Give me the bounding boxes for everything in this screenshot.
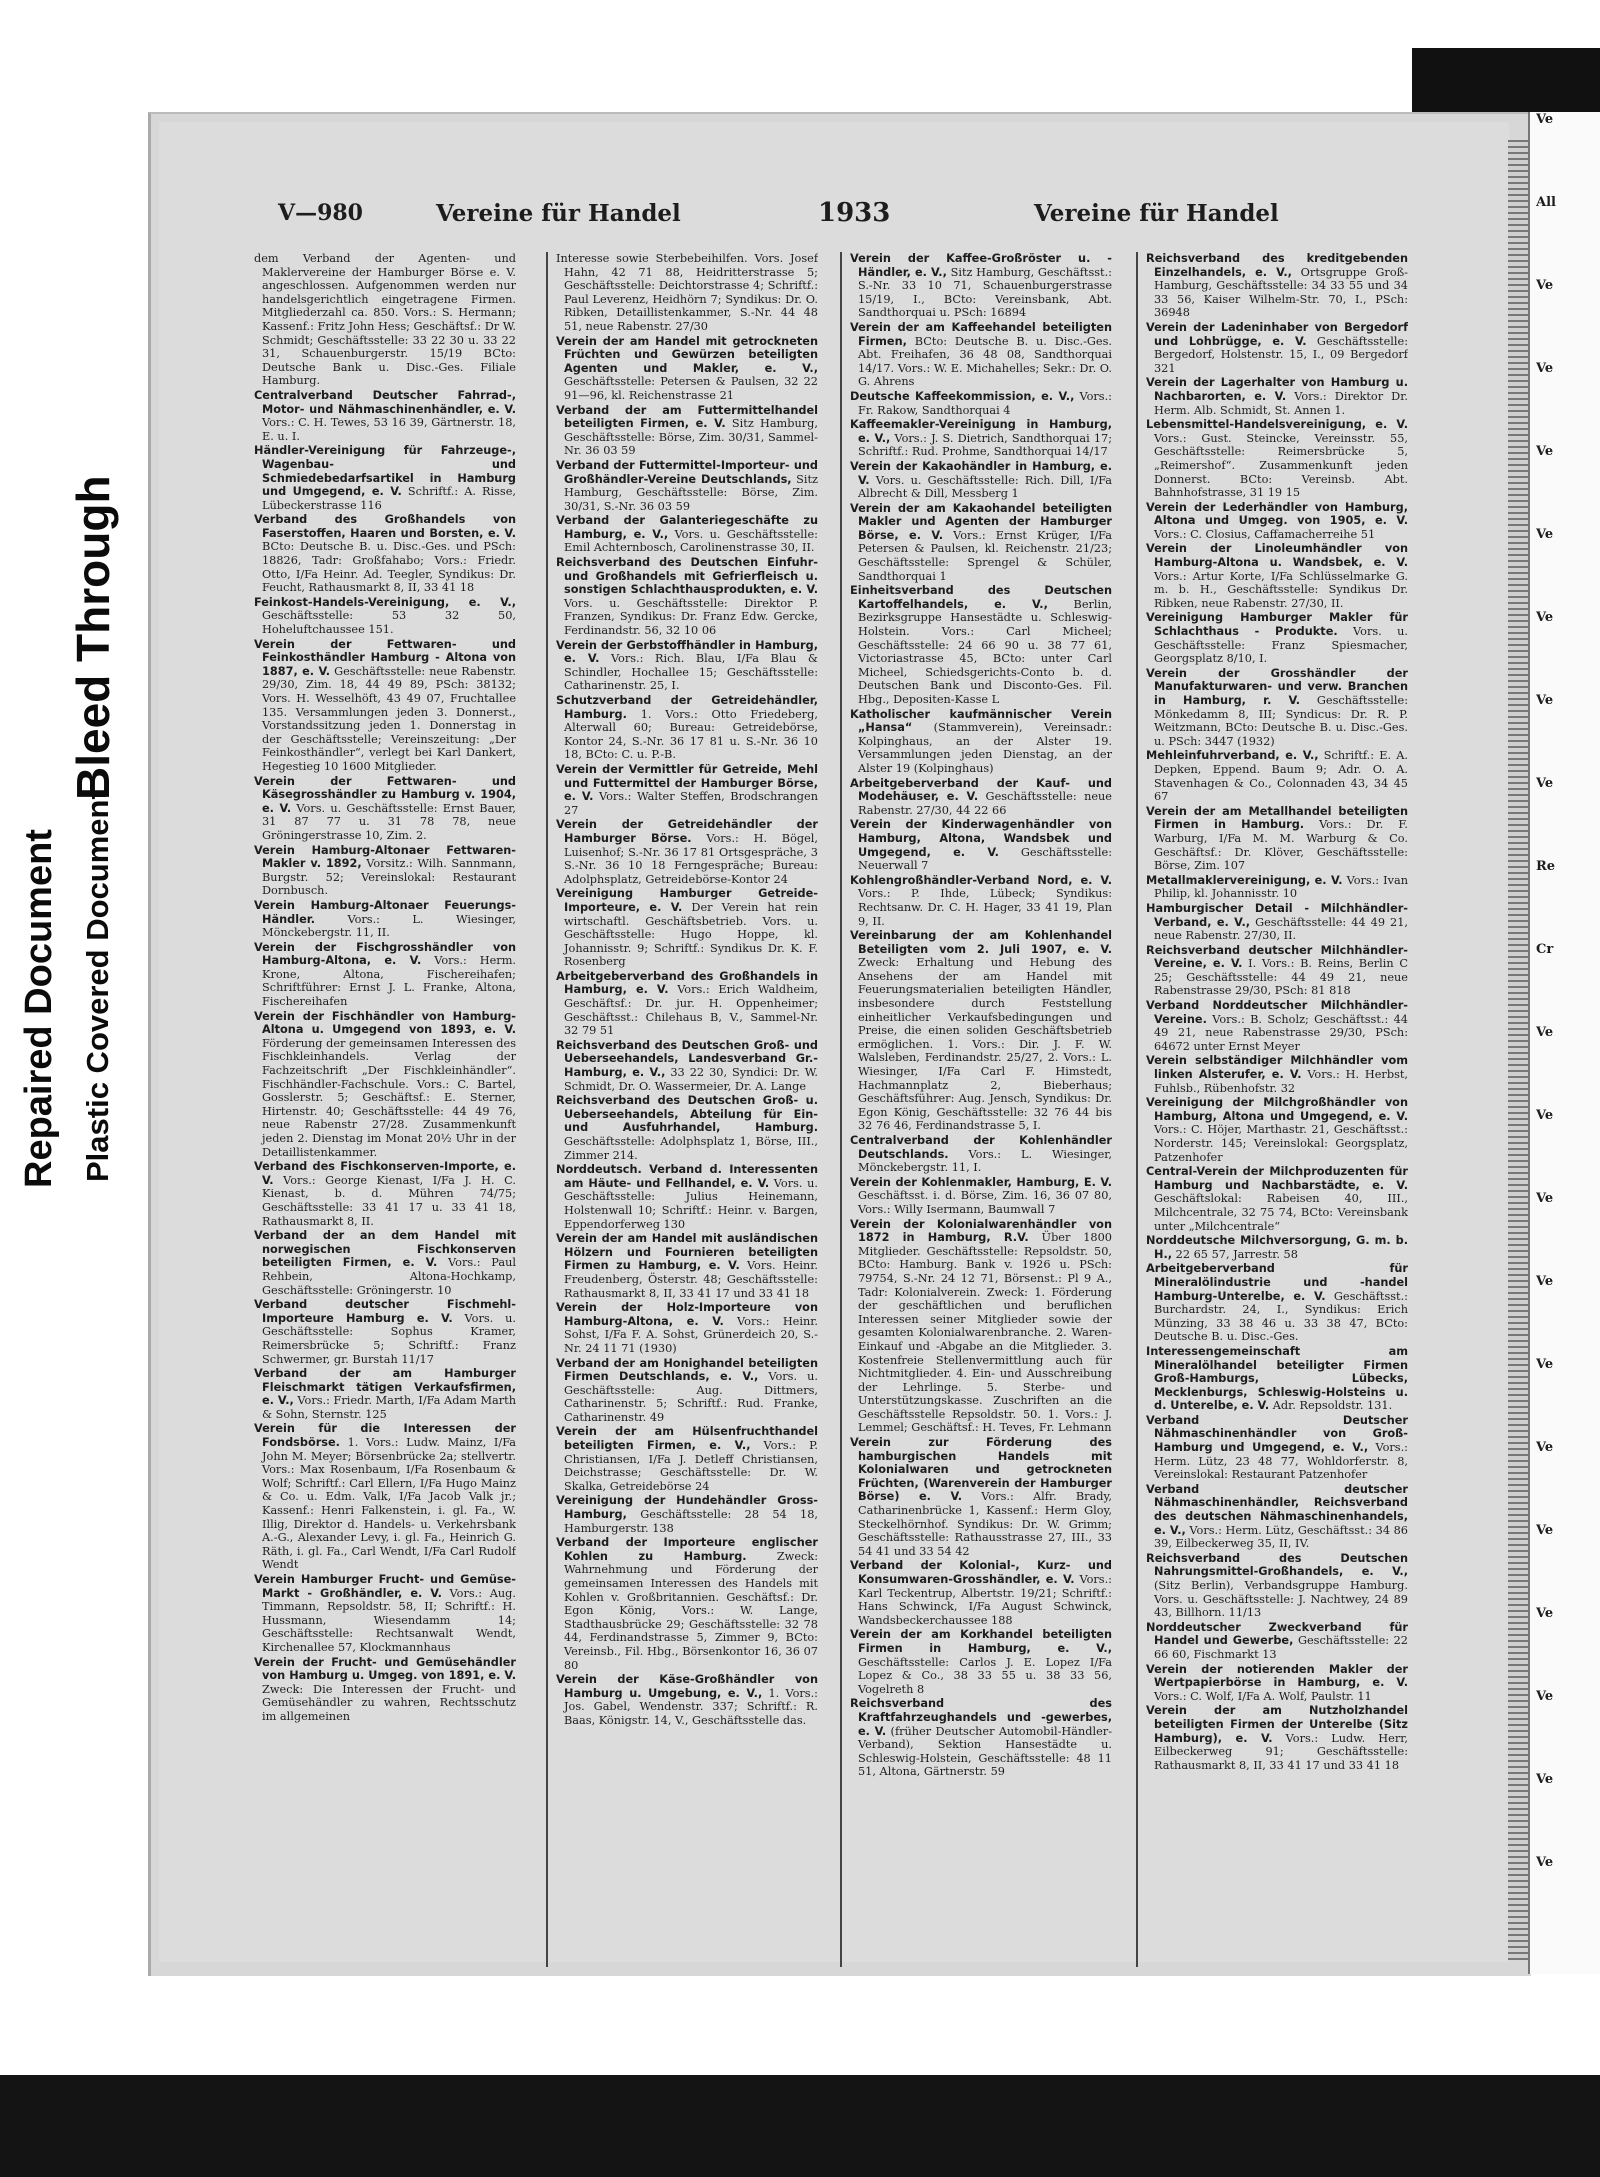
adjacent-page-fragment: Ve [1536, 361, 1554, 376]
entry-heading: Verein der Getreidehändler der Hamburger Börse. [556, 818, 818, 845]
directory-entry [850, 818, 1112, 872]
directory-entry [1146, 1096, 1408, 1164]
adjacent-page-fragment: Ve [1536, 1689, 1554, 1704]
directory-entry [556, 1232, 818, 1300]
entry-heading: Verein der Kinderwagenhändler von Hamburg, Altona, Wandsbek und Umgegend, e. V. [850, 818, 1112, 859]
entry-heading: Verein Hamburg-Altonaer Fettwaren-Makler v. 1892, [254, 843, 516, 871]
scan-annotations [0, 475, 160, 1660]
entry-text: Geschäftsstelle: 28 54 18, Hamburgerstr. 138 [564, 1508, 818, 1535]
directory-entry [254, 596, 516, 637]
entry-text: 1. Vors.: Otto Friedeberg, Alterwall 60; Bureau: Getreidebörse, Kontor 24, S.-Nr. 36 17 81 u. S.-Nr. 36 10 18, BCto: C. u. P.-B. [564, 707, 818, 762]
entry-heading: Norddeutscher Zweckverband für Handel und Gewerbe, [1146, 1620, 1408, 1648]
directory-entry [556, 404, 818, 458]
entry-text: Vors.: C. Wolf, I/Fa A. Wolf, Paulstr. 11 [1154, 1689, 1372, 1703]
adjacent-page-fragment: Re [1536, 859, 1556, 874]
adjacent-page-fragment: Ve [1536, 1772, 1554, 1787]
entry-text: Vorsitz.: Wilh. Sannmann, Burgstr. 52; Vereinslokal: Restaurant Dornbusch. [262, 857, 516, 898]
adjacent-page-fragment: Ve [1536, 1357, 1554, 1372]
entry-heading: Metallmaklervereinigung, e. V. [1146, 873, 1343, 887]
adjacent-page-fragment: Ve [1536, 1855, 1554, 1870]
directory-entry [1146, 501, 1408, 542]
entry-text: Vors.: Direktor Dr. Herm. Alb. Schmidt, St. Annen 1. [1154, 389, 1408, 417]
directory-entry [850, 252, 1112, 320]
entry-text: Schriftf.: E. A. Depken, Eppend. Baum 9; Adr. O. A. Stavenhagen & Co., Colonnaden 43, 34 45 67 [1154, 749, 1408, 804]
header-left-title: Vereine für Handel [436, 200, 681, 227]
directory-entry [254, 899, 516, 940]
directory-entry [254, 389, 516, 443]
header-year: 1933 [818, 198, 891, 228]
entry-heading: Verein der Fischgrosshändler von Hamburg-Altona, e. V. [254, 940, 516, 968]
directory-entry [254, 513, 516, 595]
entry-text: Vors.: P. Ihde, Lübeck; Syndikus: Rechtsanw. Dr. C. H. Hager, 33 41 19, Plan 9, II. [858, 887, 1112, 928]
entry-text: BCto: Deutsche B. u. Disc.-Ges. und PSch: 18826, Tadr: Großfahabo; Vors.: Friedr. Otto, I/Fa Heinr. Ad. Teegler, Syndikus: Dr. Feucht, Rathausmarkt 8, II, 33 41 18 [262, 540, 516, 595]
text-column-4 [1146, 252, 1408, 1967]
entry-text: Vors. u. Geschäftsstelle: Rich. Dill, I/Fa Albrecht & Dill, Messberg 1 [858, 473, 1112, 501]
entry-text: Zweck: Erhaltung und Hebung des Ansehens der am Handel mit Feuerungsmaterialien beteiligten Händler, insbesondere durch Feststellung einheitlicher Verkaufsbedingungen und Preise, die einen soliden Geschäftsbetrieb ermöglichen. 1. Vors.: Dir. J. F. W. Walsleben, Ferdinandstr. 25/27, 2. Vors.: L. Wiesinger, I/Fa Carl F. Himstedt, Hachmannplatz 2, Bieberhaus; Geschäftsführer: Aug. Jensch, Syndikus: Dr. Egon König, Geschäftsstelle: 32 76 44 bis 32 76 46, Ferdinandstrasse 5, I. [858, 956, 1112, 1133]
entry-heading: Verein der Ladeninhaber von Bergedorf und Lohbrügge, e. V. [1146, 320, 1408, 348]
entry-text: Sitz Hamburg, Geschäftsst.: S.-Nr. 33 10 71, Schauenburgerstrasse 15/19, I., BCto: Vereinsbank, Abt. Sandthorquai u. PSch: 16894 [858, 265, 1112, 320]
directory-entry [1146, 1345, 1408, 1413]
entry-heading: Verband der Galanteriegeschäfte zu Hamburg, e. V., [556, 514, 818, 541]
entry-text: Vors.: Gust. Steincke, Vereinsstr. 55, Geschäftsstelle: Reimersbrücke 5, „Reimershof“. Zusammenkunft jeden Donnerst. BCto: Vereinsb. Abt. Bahnhofstrasse, 31 19 15 [1154, 431, 1408, 500]
entry-text: (Sitz Berlin), Verbandsgruppe Hamburg. Vors. u. Geschäftsstelle: J. Nachtwey, 24 89 43, Billhorn. 11/13 [1154, 1579, 1408, 1620]
directory-entry [254, 1656, 516, 1724]
entry-heading: Verein zur Förderung des hamburgischen Handels mit Kolonialwaren und getrockneten Früchten, (Warenverein der Hamburger Börse) e. V. [850, 1436, 1112, 1504]
entry-heading: Reichsverband deutscher Milchhändler-Vereine, e. V. [1146, 943, 1408, 971]
entry-heading: Verein Hamburg-Altonaer Feuerungs-Händler. [254, 898, 516, 926]
entry-heading: Verein der am Handel mit getrockneten Früchten und Gewürzen beteiligten Agenten und Makler, e. V., [556, 334, 818, 375]
entry-heading: Verein der Lagerhalter von Hamburg u. Nachbarorten, e. V. [1146, 376, 1408, 403]
entry-heading: Reichsverband des kreditgebenden Einzelhandels, e. V., [1146, 252, 1408, 279]
entry-text: Vors.: Walter Steffen, Brodschrangen 27 [564, 790, 818, 817]
adjacent-page-fragment: Ve [1536, 610, 1554, 625]
adjacent-page-fragment: Ve [1536, 1025, 1554, 1040]
directory-entry [556, 970, 818, 1038]
adjacent-page-fragment: Ve [1536, 1274, 1554, 1289]
scan-border-bottom [0, 2075, 1600, 2177]
entry-heading: Katholischer kaufmännischer Verein „Hansa“ [850, 707, 1112, 735]
entry-text: Geschäftsstelle: Petersen & Paulsen, 32 22 91—96, kl. Reichenstrasse 21 [564, 375, 818, 402]
directory-entry [850, 460, 1112, 501]
entry-text: 22 65 57, Jarrestr. 58 [1175, 1247, 1298, 1261]
adjacent-page-fragment: Ve [1536, 776, 1554, 791]
directory-entry [254, 1298, 516, 1366]
entry-text: Vors.: L. Wiesinger, Mönckebergstr. 11, I. [858, 1147, 1112, 1175]
directory-entry [1146, 667, 1408, 749]
entry-heading: Verein der Frucht- und Gemüsehändler von Hamburg u. Umgeg. von 1891, e. V. [254, 1655, 516, 1683]
entry-text: Vors.: B. Scholz; Geschäftsst.: 44 49 21, neue Rabenstrasse 29/30, PSch: 64672 unter Ernst Meyer [1154, 1012, 1408, 1053]
entry-text: Vors.: George Kienast, I/Fa J. H. C. Kienast, b. d. Mühren 74/75; Geschäftsstelle: 33 41 17 u. 33 41 18, Rathausmarkt 8, II. [262, 1173, 516, 1228]
directory-entry [556, 1039, 818, 1093]
entry-heading: Verein der Linoleumhändler von Hamburg-Altona u. Wandsbek, e. V. [1146, 542, 1408, 570]
directory-entry [850, 321, 1112, 389]
entry-heading: Verband der am Futtermittelhandel beteiligten Firmen, e. V. [556, 403, 818, 431]
entry-heading: Verein der Kaffee-Großröster u. -Händler, e. V., [850, 252, 1112, 279]
entry-text: Über 1800 Mitglieder. Geschäftsstelle: Repsoldstr. 50, BCto: Hamburg. Bank v. 1926 u. PSch: 79754, S.-Nr. 24 12 71, Börsenst.: Pl 9 A., Tadr: Kolonialverein. Zweck: 1. Förderung der geschäftlichen und beruflichen Interessen seiner Mitglieder sowie der gesamten Kolonialwarenbranche. 2. Waren-Einkauf und -Abgabe an die Mitglieder. 3. Kostenfreie Stellenvermittlung auch für Nichtmitglieder. 4. Ein- und Ausschreibung der Lehrlinge. 5. Sterbe- und Unterstützungskasse. Zuschriften an die Geschäftsstelle Repsoldstr. 50. 1. Vors.: J. Lemmel; Geschäftsf.: H. Teves, Fr. Lehmann [858, 1231, 1112, 1435]
entry-heading: Verein der Vermittler für Getreide, Mehl und Futtermittel der Hamburger Börse, e. V. [556, 762, 818, 804]
directory-entry [556, 1425, 818, 1493]
entry-heading: Verein der am Kakaohandel beteiligten Makler und Agenten der Hamburger Börse, e. V. [850, 501, 1112, 542]
entry-heading: Vereinigung der Hundehändler Gross-Hamburg, [556, 1494, 818, 1522]
directory-entry [1146, 1704, 1408, 1772]
entry-text: Vors.: Herm. Krone, Altona, Fischereihafen; Schriftführer: Ernst J. L. Franke, Altona, Fischereihafen [262, 954, 516, 1009]
directory-entry [1146, 376, 1408, 417]
adjacent-page-fragment: Ve [1536, 527, 1554, 542]
entry-heading: Arbeitgeberverband für Mineralölindustrie und -handel Hamburg-Unterelbe, e. V. [1146, 1262, 1408, 1303]
entry-text: Schriftf.: A. Risse, Lübeckerstrasse 116 [262, 485, 516, 512]
entry-text: Zweck: Wahrnehmung und Förderung der gemeinsamen Interessen des Handels mit Kohlen v. Großbritannien. Geschäftsf.: Dr. Egon König, Vors.: W. Lange, Stadthausbrücke 29; Geschäftsstelle: 32 78 44, Ferdinandstrasse 5, Zimmer 9, BCto: Vereinsb., Fil. Hbg., Börsenkontor 16, 36 07 80 [564, 1549, 818, 1672]
entry-text: Sitz Hamburg, Geschäftsstelle: Börse, Zim. 30/31, Sammel-Nr. 36 03 59 [564, 417, 818, 458]
directory-entry [850, 1628, 1112, 1696]
entry-heading: Einheitsverband des Deutschen Kartoffelhandels, e. V., [850, 584, 1112, 611]
entry-heading: Verein der Gerbstoffhändler in Hamburg, e. V. [556, 638, 818, 666]
entry-text: Interesse sowie Sterbebeihilfen. Vors. Josef Hahn, 42 71 88, Heidritterstrasse 5; Geschäftsstelle: Deichtorstrasse 4; Schriftf.: Paul Leverenz, Heidhörn 7; Syndikus: Dr. O. Ribken, Detaillistenkammer, S.-Nr. 44 48 51, neue Rabenstr. 27/30 [556, 252, 818, 333]
entry-heading: Reichsverband des Deutschen Einfuhr- und Großhandels mit Gefrierfleisch u. sonstigen Schlachthausprodukten, e. V. [556, 556, 818, 597]
directory-entry [1146, 944, 1408, 998]
entry-heading: Verband der Futtermittel-Importeur- und Großhändler-Vereine Deutschlands, [556, 458, 818, 486]
adjacent-page-fragment: Ve [1536, 1191, 1554, 1206]
directory-entry [254, 1367, 516, 1421]
directory-entry [1146, 1483, 1408, 1551]
entry-heading: Verband deutscher Fischmehl-Importeure Hamburg e. V. [254, 1298, 516, 1325]
entry-heading: Interessengemeinschaft am Mineralölhandel beteiligter Firmen Groß-Hamburgs, Lübecks, Mecklenburgs, Schleswig-Holsteins u. d. Unterelbe, e. V. [1146, 1344, 1408, 1413]
entry-heading: Reichsverband des Deutschen Groß- und Ueberseehandels, Landesverband Gr.-Hamburg, e. V., [556, 1038, 818, 1080]
directory-entry [1146, 1552, 1408, 1620]
adjacent-page-fragment: Ve [1536, 1108, 1554, 1123]
directory-entry [850, 418, 1112, 459]
entry-text: Vors.: Rich. Blau, I/Fa Blau & Schindler, Hochallee 15; Geschäftsstelle: Catharinenstr. 25, I. [564, 652, 818, 693]
entry-text: Vors.: H. Bögel, Luisenhof; S.-Nr. 36 17 81 Ortsgespräche, 3 S.-Nr. 36 10 18 Ferngespräche; Bureau: Adolphsplatz, Getreidebörse-Kontor 24 [564, 831, 818, 886]
directory-entry [556, 1357, 818, 1425]
page-header [278, 196, 1298, 232]
entry-heading: Centralverband Deutscher Fahrrad-, Motor- und Nähmaschinenhändler, e. V. [254, 388, 516, 416]
directory-entry [556, 335, 818, 403]
entry-text: Vors.: P. Christiansen, I/Fa J. Detleff Christiansen, Deichstrasse; Geschäftsstelle: Dr. W. Skalka, Getreidebörse 24 [564, 1439, 818, 1493]
directory-entry [850, 390, 1112, 417]
entry-heading: Vereinigung Hamburger Makler für Schlachthaus - Produkte. [1146, 611, 1408, 639]
entry-text: Vors.: Dr. F. Warburg, I/Fa M. M. Warburg & Co. Geschäftsf.: Dr. Klöver, Geschäftsstelle: Börse, Zim. 107 [1154, 818, 1408, 873]
entry-heading: Verein der Holz-Importeure von Hamburg-Altona, e. V. [556, 1301, 818, 1328]
header-right-title: Vereine für Handel [1034, 200, 1279, 227]
directory-entry [1146, 902, 1408, 943]
directory-entry [556, 1536, 818, 1672]
entry-heading: Verband der am Honighandel beteiligten Firmen Deutschlands, e. V., [556, 1356, 818, 1384]
directory-entry [254, 638, 516, 774]
entry-text: Vors.: Karl Teckentrup, Albertstr. 19/21; Schriftf.: Hans Schwinck, I/Fa August Schwinck, Wandsbeckerchaussee 188 [858, 1573, 1112, 1627]
entry-text: Vors. u. Geschäftsstelle: Aug. Dittmers, Catharinenstr. 5; Schriftf.: Rud. Franke, Catharinenstr. 49 [564, 1370, 818, 1424]
entry-heading: Verband des Fischkonserven-Importe, e. V. [254, 1160, 516, 1187]
entry-text: Vors. u. Geschäftsstelle: Julius Heinemann, Holstenwall 10; Schriftf.: Heinr. v. Bargen, Eppendorferweg 130 [564, 1176, 818, 1231]
entry-text: Förderung der gemeinsamen Interessen des Fischkleinhandels. Verlag der Fachzeitschrift „Der Fischkleinhändler“. Fischhändler-Fachschule. Vors.: C. Bartel, Gosslerstr. 5; Geschäftsf.: E. Sterner, Hirtenstr. 40; Geschäftsstelle: 44 49 76, neue Rabenstr 27/28. Zusammenkunft jeden 2. Dienstag im Monat 20½ Uhr in der Detaillistenkammer. [262, 1036, 516, 1159]
entry-heading: Vereinigung Hamburger Getreide-Importeure, e. V. [556, 887, 818, 914]
entry-text: I. Vors.: B. Reins, Berlin C 25; Geschäftsstelle: 44 49 21, neue Rabenstrasse 29/30, PSch: 81 818 [1154, 957, 1408, 998]
directory-entry [850, 777, 1112, 818]
directory-entry [1146, 321, 1408, 375]
directory-entry [1146, 1054, 1408, 1095]
entry-heading: Hamburgischer Detail - Milchhändler-Verband, e. V., [1146, 901, 1408, 929]
entry-heading: Verein der am Nutzholzhandel beteiligten Firmen der Unterelbe (Sitz Hamburg), e. V. [1146, 1704, 1408, 1745]
directory-entry [1146, 611, 1408, 665]
entry-heading: Vereinigung der Milchgroßhändler von Hamburg, Altona und Umgegend, e. V. [1146, 1096, 1408, 1123]
entry-heading: Kaffeemakler-Vereinigung in Hamburg, e. V., [850, 418, 1112, 445]
directory-entry [850, 1218, 1112, 1436]
entry-heading: Vereinbarung der am Kohlenhandel Beteiligten vom 2. Juli 1907, e. V. [850, 929, 1112, 956]
directory-entry [1146, 1414, 1408, 1482]
entry-heading: Verein Hamburger Frucht- und Gemüse-Markt - Großhändler, e. V. [254, 1573, 516, 1600]
directory-entry [850, 1436, 1112, 1558]
entry-heading: Norddeutsche Milchversorgung, G. m. b. H., [1146, 1234, 1408, 1261]
directory-entry [556, 639, 818, 693]
directory-entry [1146, 874, 1408, 901]
entry-heading: Verband des Großhandels von Faserstoffen, Haaren und Borsten, e. V. [254, 513, 516, 540]
directory-entry [556, 1163, 818, 1231]
entry-heading: Verein der Kakaohändler in Hamburg, e. V. [850, 459, 1112, 487]
entry-heading: Verband deutscher Nähmaschinenhändler, Reichsverband des deutschen Nähmaschinenhandels, e. V., [1146, 1482, 1408, 1537]
entry-heading: Verein der Kohlenmakler, Hamburg, E. V. [850, 1175, 1112, 1189]
directory-entry [556, 514, 818, 555]
entry-heading: Centralverband der Kohlenhändler Deutschlands. [850, 1134, 1112, 1161]
entry-heading: Verein der Grosshändler der Manufakturwaren- und verw. Branchen in Hamburg, r. V. [1146, 666, 1408, 707]
directory-entry [254, 1573, 516, 1655]
entry-text: Vors.: Ivan Philip, kl. Johannisstr. 10 [1154, 873, 1408, 901]
directory-entry [556, 556, 818, 638]
column-divider [840, 252, 842, 1967]
entry-text: Zweck: Die Interessen der Frucht- und Gemüsehändler zu wahren, Rechtsschutz im allgemeinen [262, 1682, 516, 1723]
adjacent-page-fragment: Ve [1536, 693, 1554, 708]
adjacent-page-fragment: Ve [1536, 1440, 1554, 1455]
directory-entry [850, 1559, 1112, 1627]
directory-entry [556, 818, 818, 886]
directory-entry [1146, 749, 1408, 803]
entry-heading: Verein selbständiger Milchhändler vom linken Alsterufer, e. V. [1146, 1054, 1408, 1082]
entry-text: (Stammverein), Vereinsadr.: Kolpinghaus, an der Alster 19. Versammlungen jeden Dienstag, an der Alster 19 (Kolpinghaus) [858, 721, 1112, 775]
entry-text: Sitz Hamburg, Geschäftsstelle: Börse, Zim. 30/31, S.-Nr. 36 03 59 [564, 472, 818, 513]
entry-heading: Verein der Lederhändler von Hamburg, Altona und Umgeg. von 1905, e. V. [1146, 500, 1408, 528]
text-column-2 [556, 252, 818, 1967]
text-column-1 [254, 252, 516, 1967]
directory-entry [1146, 542, 1408, 610]
entry-heading: Mehleinfuhrverband, e. V., [1146, 749, 1319, 763]
entry-heading: Händler-Vereinigung für Fahrzeuge-, Wagenbau- und Schmiedebedarfsartikel in Hamburg und Umgegend, e. V. [254, 444, 516, 499]
directory-entry [254, 941, 516, 1009]
directory-entry [556, 1673, 818, 1727]
directory-entry [850, 1697, 1112, 1779]
directory-entry [556, 1301, 818, 1355]
entry-text: Geschäftsstelle: Carlos J. E. Lopez I/Fa Lopez & Co., 38 33 55 u. 38 33 56, Vogelreth 8 [858, 1655, 1112, 1696]
entry-heading: Feinkost-Handels-Vereinigung, e. V., [254, 595, 516, 609]
entry-text: Vors.: Ludw. Herr, Eilbeckerweg 91; Geschäftsstelle: Rathausmarkt 8, II, 33 41 17 und 33 41 18 [1154, 1731, 1408, 1772]
adjacent-page-fragment: Cr [1536, 942, 1554, 957]
directory-entry [850, 874, 1112, 928]
entry-text: Vors.: Herm. Lütz, 23 48 77, Wohldorferstr. 8, Vereinslokal: Restaurant Patzenhofer [1154, 1441, 1408, 1482]
directory-entry [1146, 1234, 1408, 1261]
entry-heading: Verband der Kolonial-, Kurz- und Konsumwaren-Grosshändler, e. V. [850, 1559, 1112, 1586]
entry-heading: Verein der am Metallhandel beteiligten Firmen in Hamburg. [1146, 804, 1408, 832]
column-divider [1136, 252, 1138, 1967]
directory-entry [1146, 1262, 1408, 1344]
directory-entry [254, 1229, 516, 1297]
entry-text: Geschäftsstelle: neue Rabenstr. 27/30, 44 22 66 [858, 790, 1112, 817]
entry-heading: Verein der am Hülsenfruchthandel beteiligten Firmen, e. V., [556, 1425, 818, 1453]
entry-text: Der Verein hat rein wirtschaftl. Geschäftsbetrieb. Vors. u. Geschäftsstelle: Hugo Hoppe, kl. Johannisstr. 9; Schriftf.: Syndikus Dr. K. F. Rosenberg [564, 900, 818, 969]
entry-text: Vors. u. Geschäftsstelle: Sophus Kramer, Reimersbrücke 5; Schriftf.: Franz Schwermer, gr. Burstah 11/17 [262, 1311, 516, 1366]
entry-text: Ortsgruppe Groß-Hamburg, Geschäftsstelle: 34 33 55 und 34 33 56, Kaiser Wilhelm-Str. 70, I., PSch: 36948 [1154, 265, 1408, 320]
adjacent-page-fragment: All [1536, 195, 1556, 210]
entry-text: Vors.: Ernst Krüger, I/Fa Petersen & Paulsen, kl. Reichenstr. 21/23; Geschäftsstelle: Sprengel & Schüler, Sandthorquai 1 [858, 528, 1112, 583]
entry-text: Vors.: Paul Rehbein, Altona-Hochkamp, Geschäftsstelle: Gröningerstr. 10 [262, 1256, 516, 1297]
entry-heading: Verein der notierenden Makler der Wertpapierbörse in Hamburg, e. V. [1146, 1662, 1408, 1690]
directory-entry [254, 1160, 516, 1228]
entry-heading: Verein der Käse-Großhändler von Hamburg u. Umgebung, e. V., [556, 1673, 818, 1700]
entry-text: Vors.: J. S. Dietrich, Sandthorquai 17; Schriftf.: Rud. Prohme, Sandthorquai 14/17 [858, 431, 1112, 459]
entry-text: Vors.: C. Höjer, Marthastr. 21, Geschäftsst.: Norderstr. 145; Vereinslokal: Georgsplatz, Patzenhofer [1154, 1123, 1408, 1164]
directory-entry [556, 1094, 818, 1162]
adjacent-page-fragment: Ve [1536, 278, 1554, 293]
entry-text: Vors.: Heinr. Sohst, I/Fa F. A. Sohst, Grünerdeich 20, S.-Nr. 24 11 71 (1930) [564, 1314, 818, 1355]
entry-text: dem Verband der Agenten- und Maklervereine der Hamburger Börse e. V. angeschlossen. Aufgenommen werden nur handelsgerichtlich eingetragene Firmen. Mitgliederzahl ca. 850. Vors.: S. Hermann; Kassenf.: Fritz John Hess; Geschäftsf.: Dr W. Schmidt; Geschäftsstelle: 33 22 30 u. 33 22 31, Schauenburgerstr. 15/19 BCto: Deutsche Bank u. Disc.-Ges. Filiale Hamburg. [254, 252, 516, 388]
entry-heading: Deutsche Kaffeekommission, e. V., [850, 389, 1075, 403]
entry-heading: Verein der Fettwaren- und Käsegrosshändler zu Hamburg v. 1904, e. V. [254, 774, 516, 815]
entry-text: Vors. u. Geschäftsstelle: Direktor P. Franzen, Syndikus: Dr. Franz Edw. Gercke, Ferdinandstr. 56, 32 10 06 [564, 596, 818, 638]
entry-text: Geschäftsstelle: Bergedorf, Holstenstr. 15, I., 09 Bergedorf 321 [1154, 334, 1408, 375]
entry-text: Vors.: Erich Waldheim, Geschäftsf.: Dr. jur. H. Oppenheimer; Geschäftsst.: Chilehaus B, V., Sammel-Nr. 32 79 51 [564, 983, 818, 1038]
directory-entry [254, 775, 516, 843]
entry-text: Vors.: Aug. Timmann, Repsoldstr. 58, II; Schriftf.: H. Hussmann, Wiesendamm 14; Geschäftsstelle: Rechtsanwalt Wendt, Kirchenallee 57, Klockmannhaus [262, 1586, 516, 1654]
entry-text: Geschäftsstelle: 53 32 50, Hoheluftchaussee 151. [262, 609, 516, 637]
directory-entry [850, 502, 1112, 584]
directory-entry [1146, 805, 1408, 873]
adjacent-page-fragment: Ve [1536, 1606, 1554, 1621]
entry-heading: Verein der am Kaffeehandel beteiligten Firmen, [850, 320, 1112, 348]
directory-entry [1146, 252, 1408, 320]
directory-entry [254, 252, 516, 388]
entry-text: Vors.: Artur Korte, I/Fa Schlüsselmarke G. m. b. H., Geschäftsstelle: Syndikus Dr. Ribken, neue Rabenstr. 27/30, II. [1154, 569, 1408, 610]
directory-entry [850, 584, 1112, 706]
entry-text: Vors. u. Geschäftsstelle: Ernst Bauer, 31 87 77 u. 31 78 78, neue Gröningerstrasse 10, Zim. 2. [262, 801, 516, 842]
entry-heading: Verein der Fettwaren- und Feinkosthändler Hamburg - Altona von 1887, e. V. [254, 637, 516, 678]
entry-text: Geschäftsstelle: Neuerwall 7 [858, 845, 1112, 873]
directory-entry [556, 1494, 818, 1535]
entry-text: BCto: Deutsche B. u. Disc.-Ges. Abt. Freihafen, 36 48 08, Sandthorquai 14/17. Vors.: W. E. Michahelles; Sekr.: Dr. O. G. Ahrens [858, 334, 1112, 389]
directory-entry [1146, 1663, 1408, 1704]
entry-heading: Verband der Importeure englischer Kohlen zu Hamburg. [556, 1536, 818, 1563]
page-number: V—980 [278, 200, 363, 226]
entry-text: Geschäftsstelle: neue Rabenstr. 29/30, Zim. 18, 44 49 89, PSch: 38132; Vors. H. Wesselhöft, 43 49 07, Fruchtallee 135. Versammlungen jeden 3. Donnerst., Vorstandssitzung jeden 1. Donnerstag in der Geschäftsstelle; Vereinszeitung: „Der Feinkosthändler“, verlegt bei Karl Dankert, Hegestieg 10 1600 Mitglieder. [262, 664, 516, 773]
text-column-3 [850, 252, 1112, 1967]
directory-entry [850, 1176, 1112, 1217]
entry-text: Vors. Heinr. Freudenberg, Österstr. 48; Geschäftsstelle: Rathausmarkt 8, II, 33 41 17 und 33 41 18 [564, 1259, 818, 1300]
directory-entry [556, 252, 818, 334]
entry-heading: Schutzverband der Getreidehändler, Hamburg. [556, 694, 818, 721]
entry-heading: Verein der Kolonialwarenhändler von 1872 in Hamburg, R.V. [850, 1217, 1112, 1245]
entry-text: Vors.: Herm. Lütz, Geschäftsst.: 34 86 39, Eilbeckerweg 35, II, IV. [1154, 1523, 1408, 1551]
adjacent-page-edge [1528, 112, 1600, 1974]
directory-entry [254, 844, 516, 898]
entry-heading: Lebensmittel-Handelsvereinigung, e. V. [1146, 418, 1408, 432]
directory-entry [850, 1134, 1112, 1175]
entry-text: 1. Vors.: Jos. Gabel, Wendenstr. 337; Schriftf.: R. Baas, Königstr. 14, V., Geschäftsstelle das. [564, 1686, 818, 1727]
entry-text: Vors.: Friedr. Marth, I/Fa Adam Marth & Sohn, Sternstr. 125 [262, 1394, 516, 1421]
directory-entry [556, 763, 818, 817]
entry-text: 1. Vors.: Ludw. Mainz, I/Fa John M. Meyer; Börsenbrücke 2a; stellvertr. Vors.: Max Rosenbaum, I/Fa Rosenbaum & Wolf; Schriftf.: Carl Ellern, I/Fa Hugo Mainz & Co. u. Edm. Valk, I/Fa Jacob Valk jr.; Kassenf.: Henri Falkenstein, i. gl. Fa., W. Illig, Direktor d. Handels- u. Verkehrsbank A.-G., Alexander Levy, i. gl. Fa., Heinrich G. Räth, i. gl. Fa., Carl Wendt, I/Fa Carl Rudolf Wendt [262, 1436, 516, 1572]
directory-entry [1146, 1165, 1408, 1233]
directory-entry [1146, 999, 1408, 1053]
entry-heading: Verband der an dem Handel mit norwegischen Fischkonserven beteiligten Firmen, e. V. [254, 1229, 516, 1270]
entry-text: Geschäftsst.: Burchardstr. 24, I., Syndikus: Erich Münzing, 33 38 46 u. 33 38 47, BCto: Deutsche B. u. Disc.-Ges. [1154, 1289, 1408, 1344]
directory-entry [850, 708, 1112, 776]
directory-entry [254, 1010, 516, 1160]
entry-heading: Verein für die Interessen der Fondsbörse. [254, 1422, 516, 1450]
entry-text: Geschäftsst. i. d. Börse, Zim. 16, 36 07 80, Vors.: Willy Isermann, Baumwall 7 [858, 1189, 1112, 1216]
entry-heading: Verein der am Handel mit ausländischen Hölzern und Fournieren beteiligten Firmen zu Hamburg, e. V. [556, 1232, 818, 1273]
entry-text: Adr. Repsoldstr. 131. [1272, 1399, 1393, 1413]
entry-text: Geschäftsstelle: Adolphsplatz 1, Börse, III., Zimmer 214. [564, 1135, 818, 1162]
entry-heading: Kohlengroßhändler-Verband Nord, e. V. [850, 873, 1112, 887]
entry-heading: Verband der am Hamburger Fleischmarkt tätigen Verkaufsfirmen, e. V., [254, 1367, 516, 1408]
label-repaired-document: Repaired Document [18, 829, 60, 1188]
entry-text: Vors.: Fr. Rakow, Sandthorquai 4 [858, 389, 1112, 417]
directory-entry [850, 929, 1112, 1133]
directory-entry [254, 1422, 516, 1572]
entry-heading: Norddeutsch. Verband d. Interessenten am Häute- und Fellhandel, e. V. [556, 1163, 818, 1190]
directory-entry [556, 887, 818, 969]
entry-text: Vors.: C. Closius, Caffamacherreihe 51 [1154, 527, 1376, 541]
directory-entry [254, 444, 516, 512]
entry-heading: Verein der Fischhändler von Hamburg-Altona u. Umgegend von 1893, e. V. [254, 1009, 516, 1037]
entry-text: Vors.: H. Herbst, Fuhlsb., Rübenhofstr. 32 [1154, 1068, 1408, 1095]
entry-heading: Verband Norddeutscher Milchhändler-Vereine. [1146, 999, 1408, 1026]
entry-text: Vors.: L. Wiesinger, Mönckebergstr. 11, II. [262, 912, 516, 940]
column-divider [546, 252, 548, 1967]
entry-text: Geschäftsstelle: Mönkedamm 8, III; Syndicus: Dr. R. P. Weitzmann, BCto: Deutsche B. u. Disc.-Ges. u. PSch: 3447 (1932) [1154, 694, 1408, 748]
label-plastic-covered: Plastic Covered Document [80, 789, 115, 1182]
entry-text: Vors. u. Geschäftsstelle: Emil Achternbosch, Carolinenstrasse 30, II. [564, 527, 818, 555]
adjacent-page-fragment: Ve [1536, 444, 1554, 459]
entry-text: Geschäftsstelle: 44 49 21, neue Rabenstr. 27/30, II. [1154, 915, 1408, 943]
adjacent-page-fragment: Ve [1536, 112, 1554, 127]
directory-entry [556, 694, 818, 762]
entry-text: (früher Deutscher Automobil-Händler-Verband), Sektion Hansestädte u. Schleswig-Holstein, Geschäftsstelle: 48 11 51, Altona, Gärtnerstr. 59 [858, 1724, 1112, 1779]
entry-heading: Arbeitgeberverband des Großhandels in Hamburg, e. V. [556, 969, 818, 997]
entry-heading: Verein der am Korkhandel beteiligten Firmen in Hamburg, e. V., [850, 1628, 1112, 1655]
entry-text: Vors.: C. H. Tewes, 53 16 39, Gärtnerstr. 18, E. u. I. [262, 416, 516, 443]
entry-heading: Arbeitgeberverband der Kauf- und Modehäuser, e. V. [850, 776, 1112, 804]
entry-text: Berlin, Bezirksgruppe Hansestädte u. Schleswig-Holstein. Vors.: Carl Micheel; Geschäftsstelle: 24 66 90 u. 38 77 61, Victoriastrasse 45, BCto: unter Carl Micheel, Schiedsgerichts-Conto b. d. Deutschen Bank und Disconto-Ges. Fil. Hbg., Depositen-Kasse L [858, 597, 1112, 706]
directory-entry [1146, 1621, 1408, 1662]
entry-text: Geschäftsstelle: 22 66 60, Fischmarkt 13 [1154, 1634, 1408, 1661]
entry-heading: Reichsverband des Deutschen Nahrungsmittel-Großhandels, e. V., [1146, 1551, 1408, 1579]
adjacent-page-fragment: Ve [1536, 1523, 1554, 1538]
directory-entry [556, 459, 818, 513]
label-bleed-through: Bleed Through [67, 475, 119, 800]
entry-heading: Verband Deutscher Nähmaschinenhändler von Groß-Hamburg und Umgegend, e. V., [1146, 1413, 1408, 1455]
entry-text: Vors. u. Geschäftsstelle: Franz Spiesmacher, Georgsplatz 8/10, I. [1154, 625, 1408, 666]
entry-text: Vors.: Alfr. Brady, Catharinenbrücke 1, Kassenf.: Herm Gloy, Steckelhörnhof. Syndikus: Dr. W. Grimm; Geschäftsstelle: Rathausstrasse 27, III., 33 54 41 und 33 54 42 [858, 1490, 1112, 1558]
entry-text: Geschäftslokal: Rabeisen 40, III., Milchcentrale, 32 75 74, BCto: Vereinsbank unter „Milchcentrale“ [1154, 1192, 1408, 1233]
directory-entry [1146, 418, 1408, 500]
entry-heading: Reichsverband des Kraftfahrzeughandels und -gewerbes, e. V. [850, 1697, 1112, 1738]
entry-text: 33 22 30, Syndici: Dr. W. Schmidt, Dr. O. Wassermeier, Dr. A. Lange [564, 1066, 818, 1093]
entry-heading: Central-Verein der Milchproduzenten für Hamburg und Nachbarstädte, e. V. [1146, 1165, 1408, 1192]
entry-heading: Reichsverband des Deutschen Groß- u. Ueberseehandels, Abteilung für Ein- und Ausfuhrhandel, Hamburg. [556, 1094, 818, 1135]
